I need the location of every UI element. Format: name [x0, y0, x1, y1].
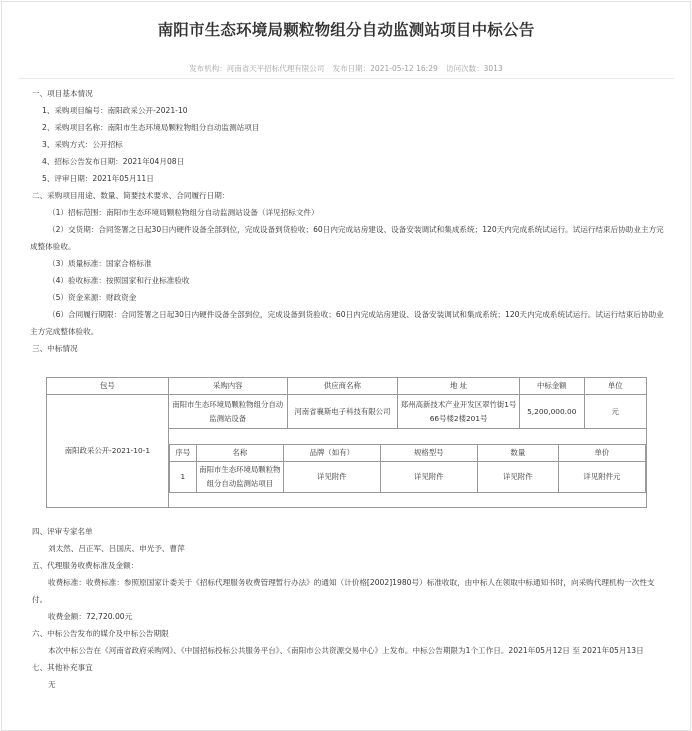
detail-header-name: 名称: [196, 444, 283, 461]
cell-amount: 5,200,000.00: [520, 395, 585, 429]
fee-amount: 收费金额：72,720.00元: [48, 612, 133, 621]
table-header-unit: 单位: [584, 378, 647, 395]
basic-item: 2、采购项目名称：南阳市生态环境局颗粒物组分自动监测站项目: [42, 123, 260, 132]
notice-tail: [32, 523, 660, 693]
requirement-item: （1）招标范围：南阳市生态环境局颗粒物组分自动监测站设备（详见招标文件）: [48, 208, 319, 217]
section-heading-5: 五、代理服务收费标准及金额：: [32, 561, 139, 570]
cell-package: 南阳政采公开-2021-10-1: [47, 395, 169, 508]
requirement-item: （4）验收标准：按照国家和行业标准验收: [48, 276, 190, 285]
detail-header-model: 规格型号: [380, 444, 477, 461]
detail-table: [169, 444, 646, 493]
section-heading-3: 三、中标情况: [32, 344, 78, 353]
section-heading-6: 六、中标公告发布的媒介及中标公告期限: [32, 629, 169, 638]
detail-name: 南阳市生态环境局颗粒物组分自动监测站项目: [196, 461, 283, 492]
cell-address: 郑州高新技术产业开发区翠竹街1号66号楼2楼201号: [398, 395, 520, 429]
basic-item: 5、评审日期：2021年05月11日: [42, 174, 154, 183]
notice-body: [32, 85, 664, 357]
award-table: [46, 377, 647, 508]
meta-line: [0, 63, 692, 74]
requirement-item: （6）合同履行期限：合同签署之日起30日内硬件设备全部到位，完成设备到货验收；60日内完成站房建设、设备安装调试和集成系统；120天内完成系统试运行。试运行结束后协助业主方完成整体验收。: [30, 310, 664, 336]
section-heading-2: 二、采购项目用途、数量、简要技术要求、合同履行日期：: [32, 191, 230, 200]
detail-brand: 详见附件: [283, 461, 380, 492]
detail-no: 1: [169, 461, 196, 492]
section-heading-4: 四、评审专家名单: [32, 527, 93, 536]
requirement-item: （5）资金来源：财政资金: [48, 293, 137, 302]
basic-item: 3、采购方式：公开招标: [42, 140, 123, 149]
table-header-address: 地 址: [398, 378, 520, 395]
basic-item: 1、采购项目编号：南阳政采公开-2021-10: [42, 106, 188, 115]
expert-list: 刘太然、吕正军、吕国庆、申光予、曹萍: [48, 544, 185, 553]
cell-unit: 元: [584, 395, 647, 429]
detail-header-no: 序号: [169, 444, 196, 461]
detail-cell: [168, 429, 646, 508]
basic-item: 4、招标公告发布日期：2021年04月08日: [42, 157, 185, 166]
title-divider: [18, 78, 674, 79]
detail-model: 详见附件: [380, 461, 477, 492]
other-matters: 无: [48, 680, 56, 689]
meta-publisher: 发布机构：河南省天平招标代理有限公司: [189, 64, 325, 73]
meta-date: 发布日期：2021-05-12 16:29: [332, 64, 438, 73]
table-header-supplier: 供应商名称: [287, 378, 398, 395]
cell-content: 南阳市生态环境局颗粒物组分自动监测站设备: [168, 395, 287, 429]
requirement-item: （2）交货期：合同签署之日起30日内硬件设备全部到位，完成设备到货验收；60日内完成站房建设、设备安装调试和集成系统；120天内完成系统试运行。试运行结束后协助业主方完成整体验收。: [30, 225, 664, 251]
section-heading-1: 一、项目基本情况: [32, 89, 93, 98]
table-header-package: 包号: [47, 378, 169, 395]
publication-media: 本次中标公告在《河南省政府采购网》、《中国招标投标公共服务平台》、《南阳市公共资源交易中心》上发布。中标公告期限为1个工作日。2021年05月12日 至 2021年05月13日: [48, 646, 644, 655]
detail-qty: 详见附件: [477, 461, 558, 492]
page-title: 南阳市生态环境局颗粒物组分自动监测站项目中标公告: [157, 21, 535, 39]
detail-header-qty: 数量: [477, 444, 558, 461]
cell-supplier: 河南省襄斯电子科技有限公司: [287, 395, 398, 429]
section-heading-7: 七、其他补充事宜: [32, 663, 93, 672]
fee-standard: 收费标准：收费标准：参照原国家计委关于《招标代理服务收费管理暂行办法》的通知（计价格[2002]1980号）标准收取，由中标人在领取中标通知书时，向采购代理机构一次性支付。: [32, 578, 655, 604]
requirement-item: （3）质量标准：国家合格标准: [48, 259, 152, 268]
detail-header-brand: 品牌（如有）: [283, 444, 380, 461]
detail-price: 详见附件元: [558, 461, 645, 492]
table-header-amount: 中标金额: [520, 378, 585, 395]
meta-views: 访问次数：3013: [446, 64, 503, 73]
table-header-content: 采购内容: [168, 378, 287, 395]
detail-header-price: 单价: [558, 444, 645, 461]
